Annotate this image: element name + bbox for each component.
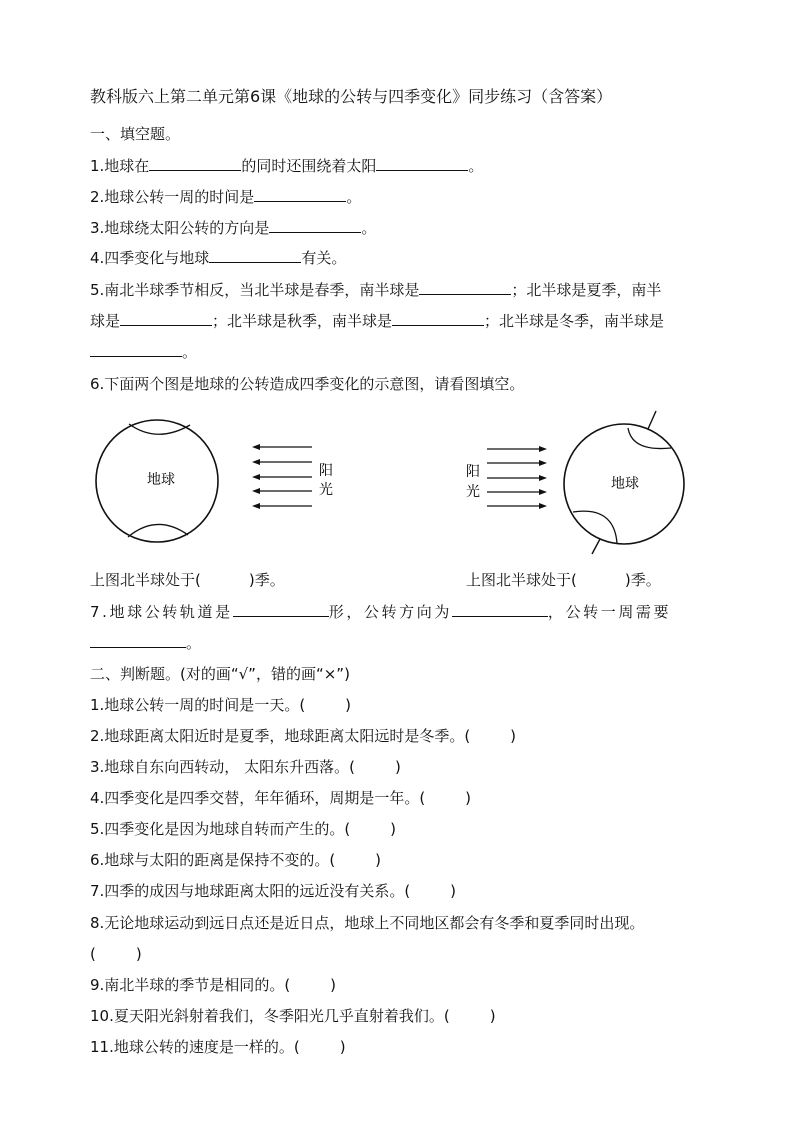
judge-item: 11.地球公转的速度是一样的。( )	[90, 1038, 346, 1056]
q6-answer-right: 上图北半球处于( )季。	[466, 571, 661, 589]
left-earth-diagram	[96, 420, 218, 542]
q7-line1: 7.地球公转轨道是 形，公转方向为 ，公转一周需要	[90, 603, 672, 621]
q5-line2: 球是 ；北半球是秋季，南半球是 ；北半球是冬季，南半球是	[90, 312, 665, 330]
answer-blank[interactable]	[209, 248, 301, 263]
right-sun-char-2: 光	[466, 484, 480, 500]
answer-blank[interactable]	[452, 602, 548, 617]
judge-item: 10.夏天阳光斜射着我们，冬季阳光几乎直射着我们。( )	[90, 1007, 496, 1025]
right-sun-char-1: 阳	[466, 464, 480, 480]
judge-item: 5.四季变化是因为地球自转而产生的。( )	[90, 820, 397, 838]
answer-blank[interactable]	[376, 156, 468, 171]
answer-blank[interactable]	[254, 187, 346, 202]
page-title: 教科版六上第二单元第6课《地球的公转与四季变化》同步练习（含答案）	[90, 87, 613, 106]
judge-item: 8.无论地球运动到远日点还是近日点，地球上不同地区都会有冬季和夏季同时出现。	[90, 914, 645, 932]
left-sun-char-1: 阳	[319, 463, 333, 479]
answer-blank[interactable]	[233, 602, 329, 617]
judge-item: 1.地球公转一周的时间是一天。( )	[90, 696, 352, 714]
section1-heading: 一、填空题。	[90, 125, 181, 143]
right-earth-diagram	[564, 411, 684, 554]
earth-orbit-figure	[0, 400, 794, 565]
q5-line3: 。	[90, 342, 197, 362]
judge-item: 2.地球距离太阳近时是夏季，地球距离太阳远时是冬季。( )	[90, 727, 517, 745]
q3: 3.地球绕太阳公转的方向是 。	[90, 219, 377, 237]
q7-line2: 。	[90, 633, 201, 653]
q2: 2.地球公转一周的时间是 。	[90, 188, 362, 206]
answer-blank[interactable]	[392, 311, 484, 326]
right-earth-label: 地球	[611, 476, 639, 492]
q1: 1.地球在 的同时还围绕着太阳 。	[90, 157, 484, 175]
answer-blank[interactable]	[269, 218, 361, 233]
judge-item: 3.地球自东向西转动， 太阳东升西落。( )	[90, 758, 401, 776]
judge-item: 7.四季的成因与地球距离太阳的远近没有关系。( )	[90, 882, 457, 900]
answer-blank[interactable]	[90, 342, 182, 357]
answer-blank[interactable]	[90, 633, 186, 648]
left-earth-label: 地球	[147, 472, 175, 488]
q6: 6.下面两个图是地球的公转造成四季变化的示意图，请看图填空。	[90, 375, 525, 393]
answer-blank[interactable]	[419, 280, 511, 295]
answer-blank[interactable]	[149, 156, 241, 171]
judge-item: 4.四季变化是四季交替，年年循环，周期是一年。( )	[90, 789, 472, 807]
answer-blank[interactable]	[120, 311, 212, 326]
q5-line1: 5.南北半球季节相反，当北半球是春季，南半球是 ；北半球是夏季，南半	[90, 281, 662, 299]
judge-item: ( )	[90, 945, 142, 963]
section2-heading: 二、判断题。(对的画“√”，错的画“×”)	[90, 665, 350, 683]
right-sunlight-arrows	[487, 446, 547, 509]
judge-item: 9.南北半球的季节是相同的。( )	[90, 976, 337, 994]
judge-item: 6.地球与太阳的距离是保持不变的。( )	[90, 851, 382, 869]
q6-answer-left: 上图北半球处于( )季。	[90, 571, 285, 589]
left-sun-char-2: 光	[319, 482, 333, 498]
left-sunlight-arrows	[252, 444, 312, 509]
q4: 4.四季变化与地球 有关。	[90, 249, 347, 267]
